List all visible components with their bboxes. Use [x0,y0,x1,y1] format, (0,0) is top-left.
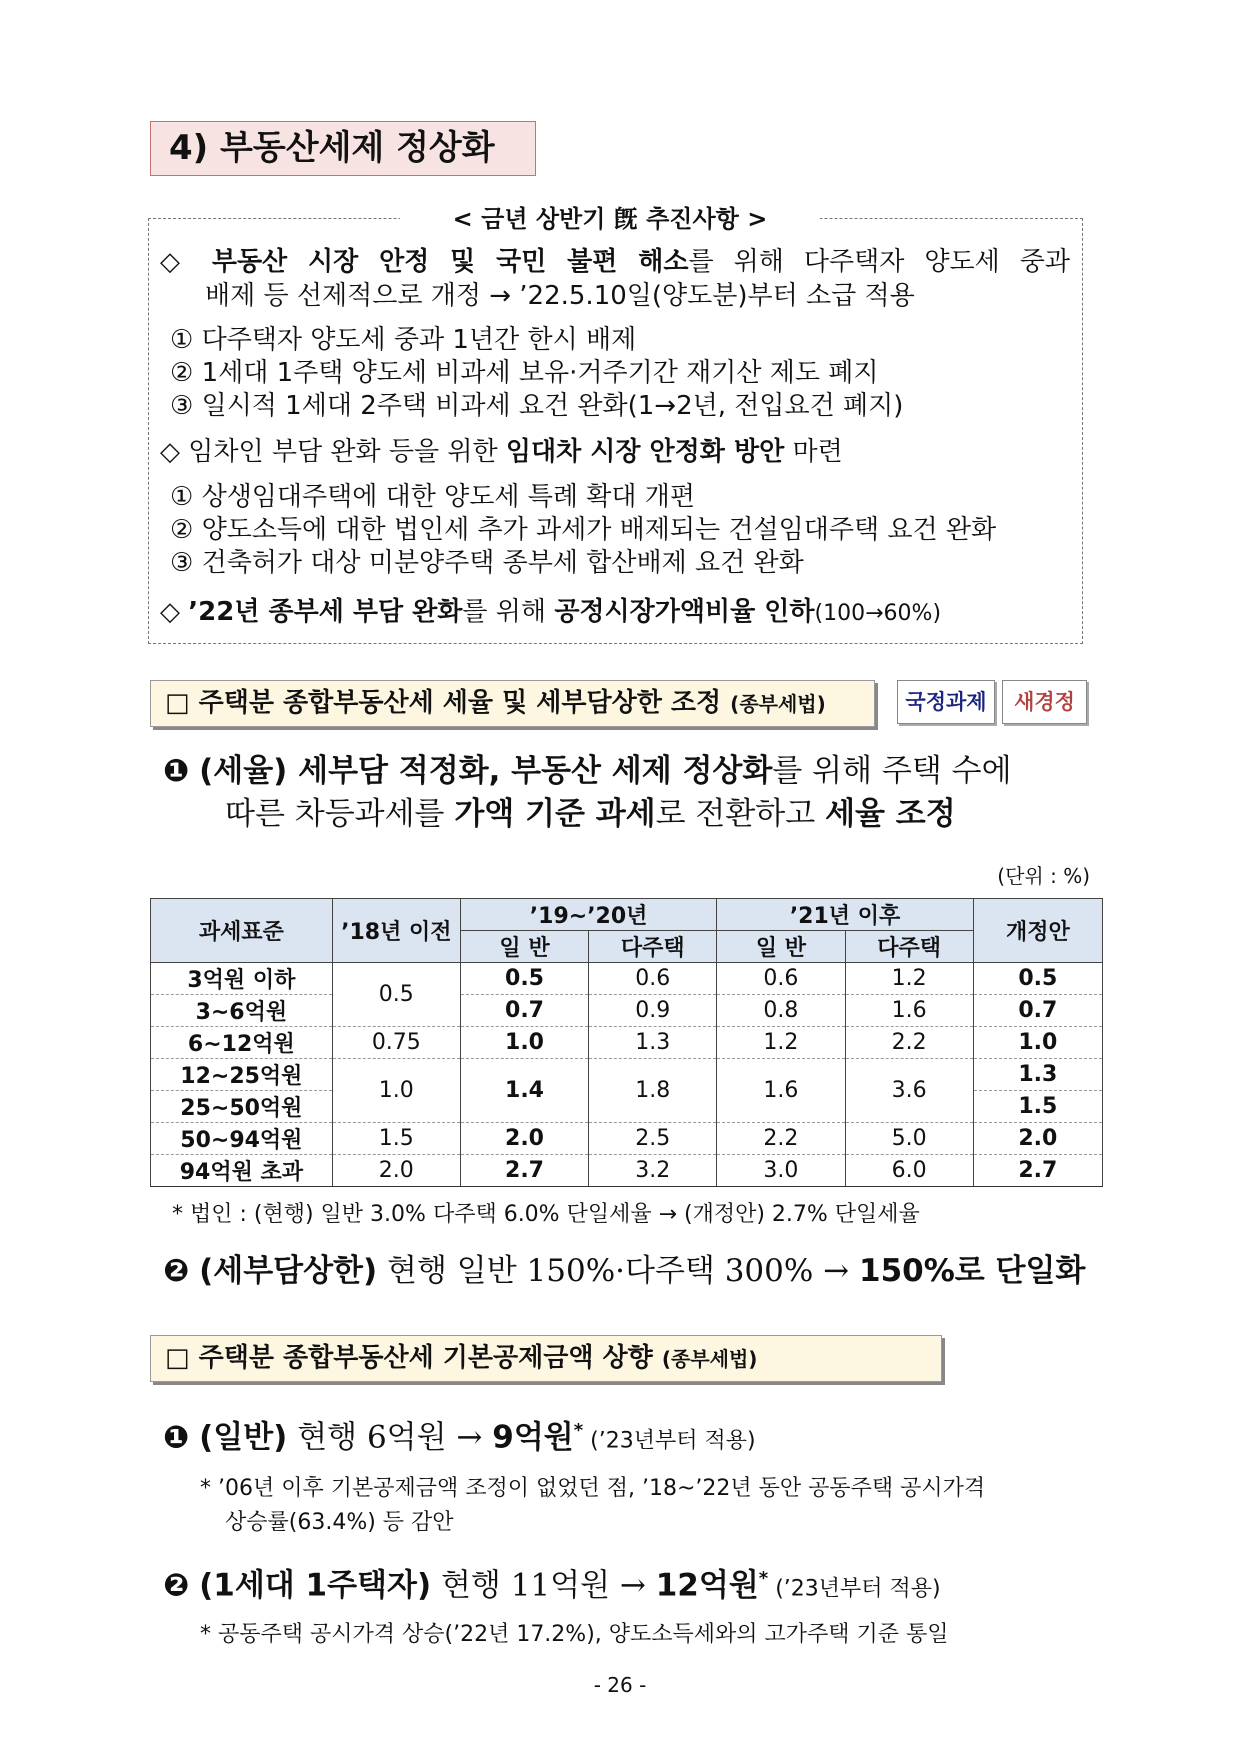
header-pre-2018: ’18년 이전 [332,899,460,963]
header-multi-home: 다주택 [589,931,717,963]
tax-rate-table [150,898,1103,1187]
checkbox-icon: □ [165,1343,190,1373]
subsection1-point1-line2: 따른 차등과세를 가액 기준 과세로 전환하고 세율 조정 [225,796,956,832]
header-multi-home: 다주택 [845,931,973,963]
table-row: 50~94억원 1.5 2.0 2.5 2.2 5.0 2.0 [151,1123,1103,1155]
box-item2-sub3: ③ 건축허가 대상 미분양주택 종부세 합산배제 요건 완화 [170,548,804,578]
number-1-icon: ❶ [163,753,190,789]
subsection2-note2: * 공동주택 공시가격 상승(’22년 17.2%), 양도소득세와의 고가주택 기준 통일 [200,1622,949,1647]
summary-box-title: < 금년 상반기 旣 추진사항 > [400,202,820,236]
box-item1-sub1: ① 다주택자 양도세 중과 1년간 한시 배제 [170,325,637,355]
number-2-icon: ❷ [163,1253,190,1289]
tag-national-task: 국정과제 [897,680,995,724]
box-item1-bold: 부동산 시장 안정 및 국민 불편 해소 [211,247,689,277]
subsection2-note1-line2: 상승률(63.4%) 등 감안 [225,1510,454,1535]
table-row: 3~6억원 0.7 0.9 0.8 1.6 0.7 [151,995,1103,1027]
table-row: 3억원 이하 0.5 0.5 0.6 0.6 1.2 0.5 [151,963,1103,995]
header-tax-base: 과세표준 [151,899,333,963]
table-footnote: * 법인 : (현행) 일반 3.0% 다주택 6.0% 단일세율 → (개정안) 2.7% 단일세율 [172,1202,920,1227]
subsection1-heading: □ 주택분 종합부동산세 세율 및 세부담상한 조정 (종부세법) [150,680,875,727]
table-row: 12~25억원 1.0 1.4 1.8 1.6 3.6 1.3 [151,1059,1103,1091]
table-row: 6~12억원 0.75 1.0 1.3 1.2 2.2 1.0 [151,1027,1103,1059]
subsection1-point2: ❷ (세부담상한) 현행 일반 150%·다주택 300% → 150%로 단일화 [163,1253,1086,1289]
header-general: 일 반 [717,931,845,963]
table-row: 94억원 초과 2.0 2.7 3.2 3.0 6.0 2.7 [151,1155,1103,1187]
box-item1-sub2: ② 1세대 1주택 양도세 비과세 보유·거주기간 재기산 제도 폐지 [170,358,879,388]
subsection2-heading: □ 주택분 종합부동산세 기본공제금액 상향 (종부세법) [150,1335,942,1382]
tag-new-economic-policy: 새경정 [1002,680,1087,724]
header-2019-2020: ’19~’20년 [460,899,716,931]
section-title: 4) 부동산세제 정상화 [150,121,536,176]
header-proposal: 개정안 [973,899,1102,963]
page-number: - 26 - [593,1673,647,1697]
header-after-2021: ’21년 이후 [717,899,973,931]
diamond-bullet-icon: ◇ [160,597,180,627]
box-item1-line2: 배제 등 선제적으로 개정 → ’22.5.10일(양도분)부터 소급 적용 [205,281,915,311]
subsection2-point2: ❷ (1세대 1주택자) 현행 11억원 → 12억원* (’23년부터 적용) [163,1567,941,1604]
subsection1-point1-line1: ❶ (세율) 세부담 적정화, 부동산 세제 정상화를 위해 주택 수에 [163,753,1012,789]
subsection2-point1: ❶ (일반) 현행 6억원 → 9억원* (’23년부터 적용) [163,1419,756,1456]
checkbox-icon: □ [165,688,190,718]
subsection2-note1-line1: * ’06년 이후 기본공제금액 조정이 없었던 점, ’18~’22년 동안 공동주택 공시가격 [200,1476,986,1501]
box-item2-sub2: ② 양도소득에 대한 법인세 추가 과세가 배제되는 건설임대주택 요건 완화 [170,515,997,545]
diamond-bullet-icon: ◇ [160,437,180,467]
diamond-bullet-icon: ◇ [160,247,192,277]
number-1-icon: ❶ [163,1419,190,1456]
header-general: 일 반 [460,931,588,963]
number-2-icon: ❷ [163,1567,190,1604]
box-item1-sub3: ③ 일시적 1세대 2주택 비과세 요건 완화(1→2년, 전입요건 폐지) [170,391,904,421]
table-unit: (단위 : %) [997,864,1090,888]
box-item3-line: ◇ ’22년 종부세 부담 완화를 위해 공정시장가액비율 인하(100→60%) [160,597,942,627]
box-item1-line1: ◇ 부동산 시장 안정 및 국민 불편 해소를 위해 다주택자 양도세 중과 [160,247,1071,277]
box-item2-line: ◇ 임차인 부담 완화 등을 위한 임대차 시장 안정화 방안 마련 [160,437,843,467]
box-item2-sub1: ① 상생임대주택에 대한 양도세 특례 확대 개편 [170,482,695,512]
table-row: 25~50억원 1.5 [151,1091,1103,1123]
